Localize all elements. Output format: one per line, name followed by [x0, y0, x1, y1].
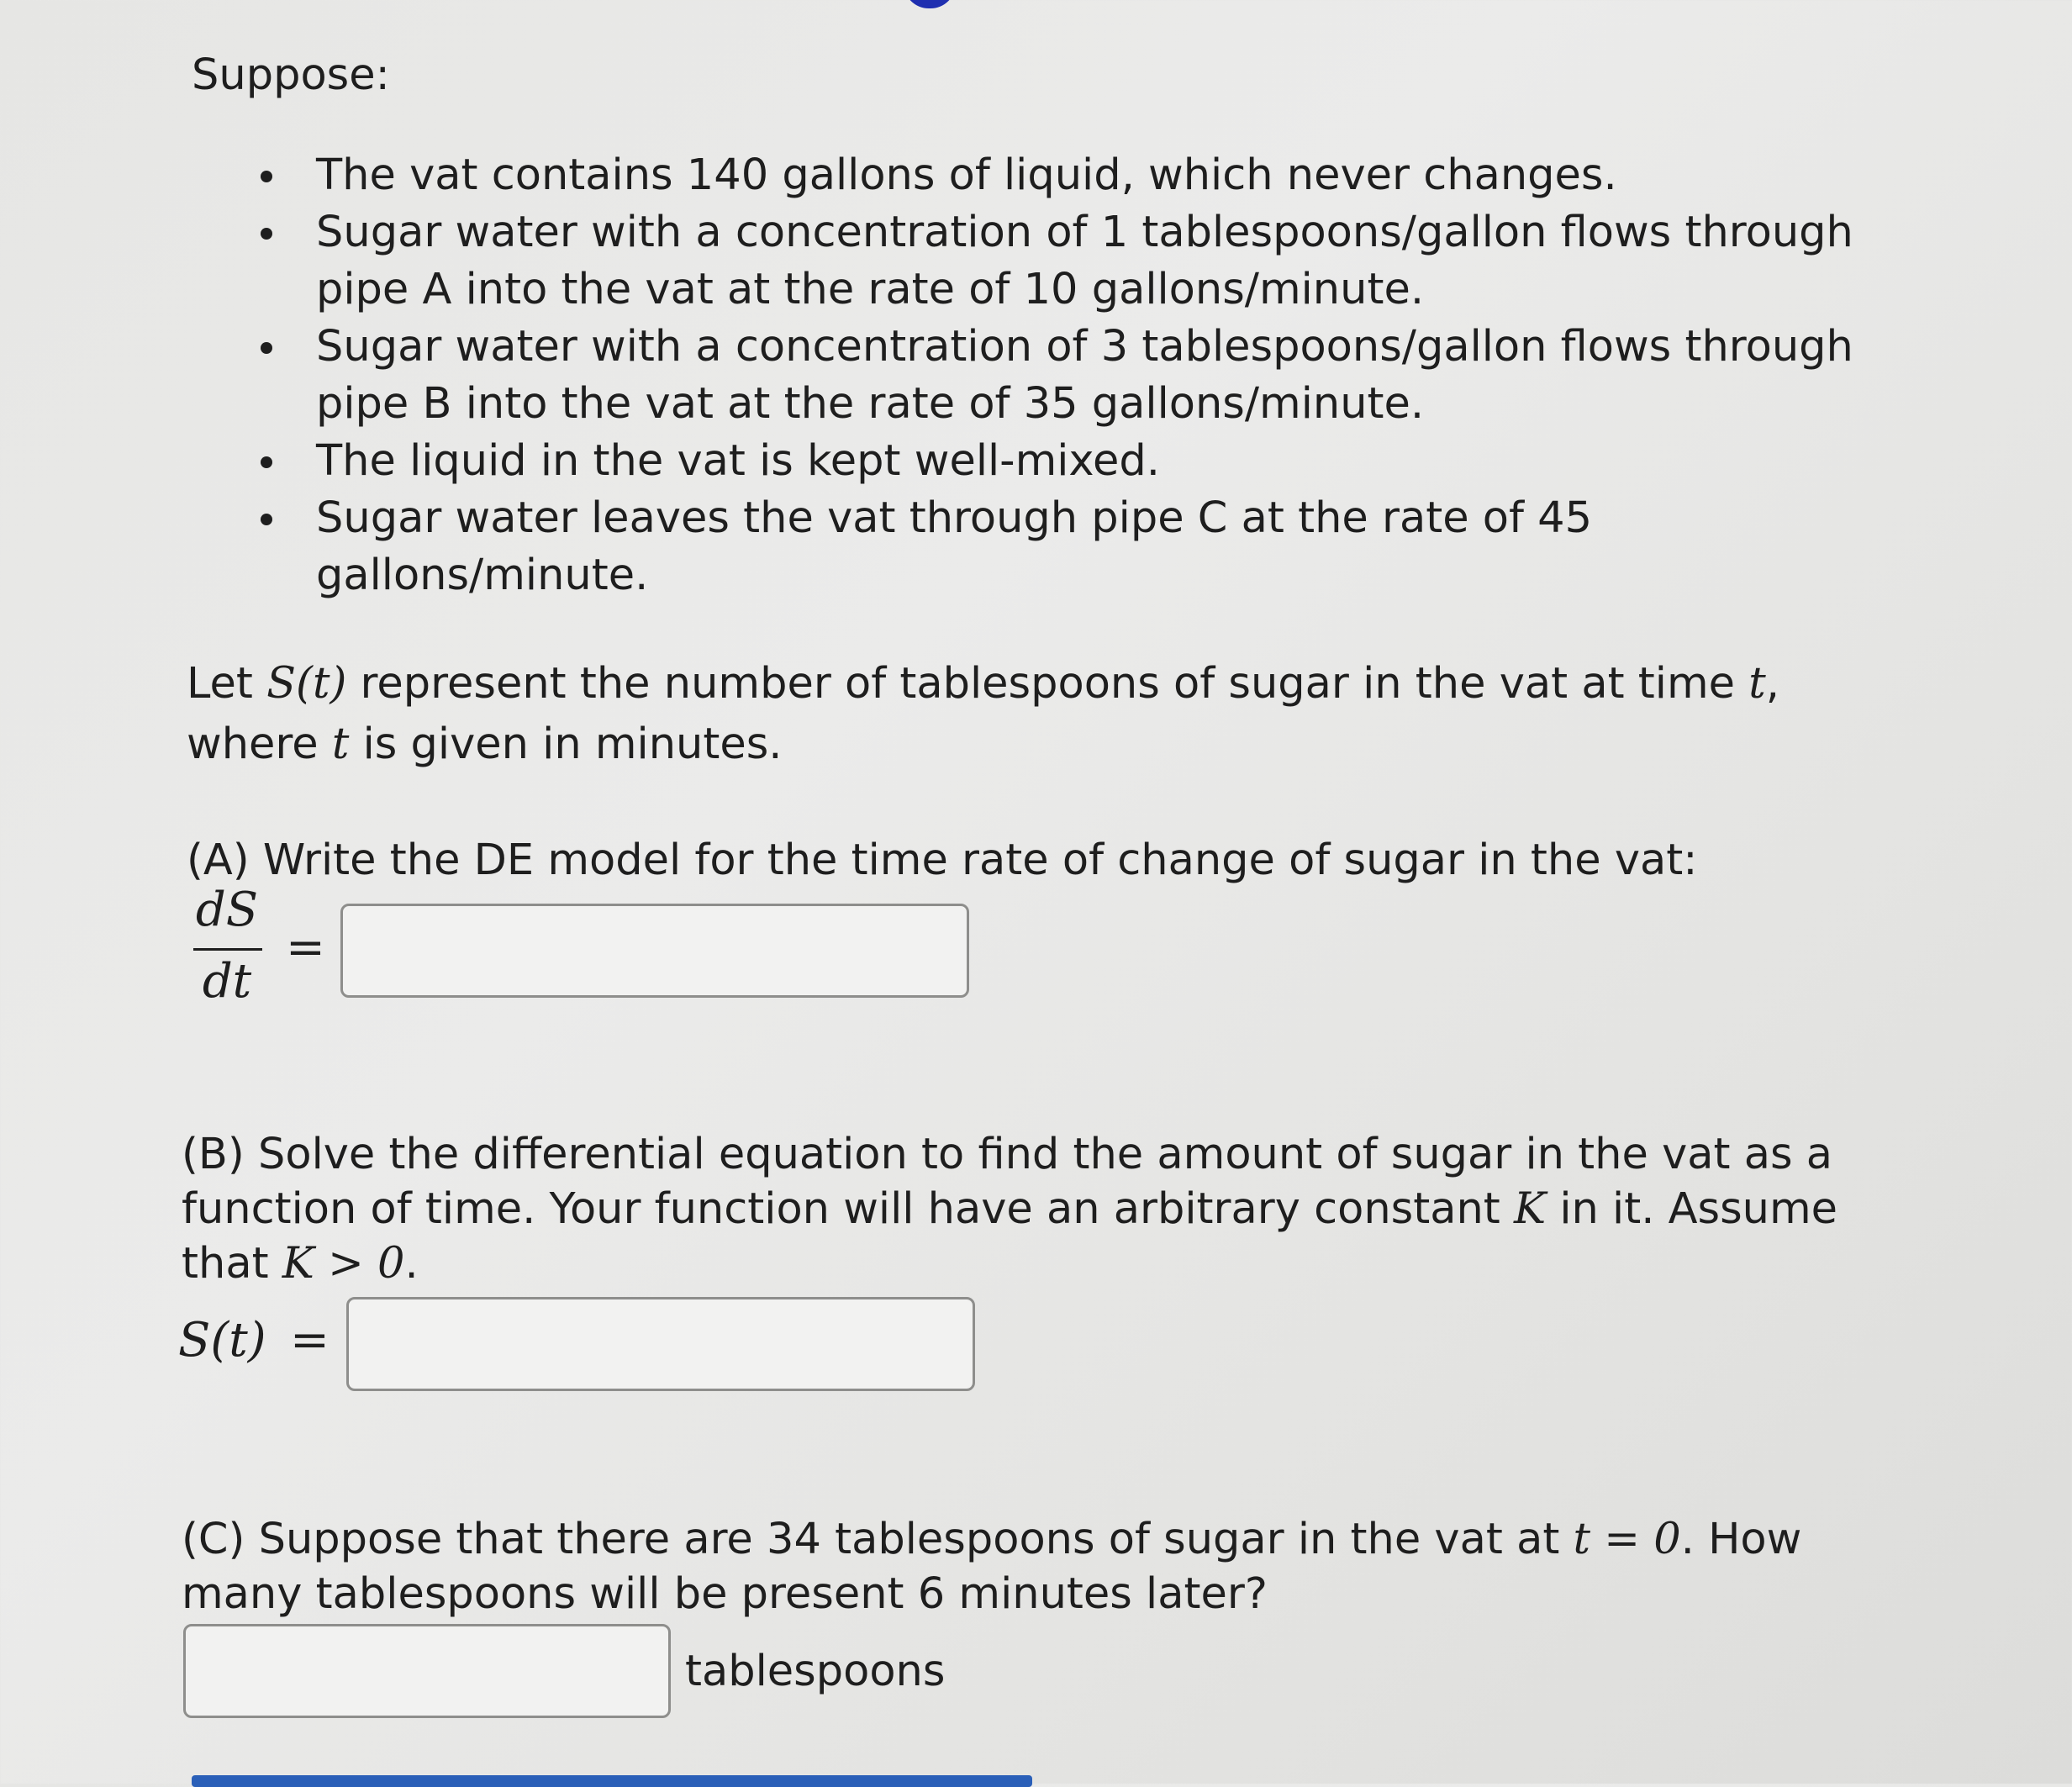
part-b-prompt-line-1: (B) Solve the differential equation to find the amount of sugar in the vat as a	[182, 1130, 1832, 1179]
part-b-prompt-line-2: function of time. Your function will have an arbitrary constant K in it. Assume	[182, 1184, 1838, 1234]
list-item: The liquid in the vat is kept well-mixed.	[261, 433, 1745, 490]
equals-sign: =	[290, 1313, 330, 1368]
list-item: Sugar water leaves the vat through pipe C at the rate of 45 gallons/minute.	[261, 490, 1627, 604]
s-of-t-input[interactable]	[346, 1297, 975, 1391]
definition-line-1: Let S(t) represent the number of tablespoons of sugar in the vat at time t,	[187, 659, 1779, 709]
k-condition: K > 0	[282, 1239, 405, 1289]
fraction-bar	[193, 948, 262, 951]
t-symbol: t	[1748, 659, 1766, 709]
fraction-numerator: dS	[195, 883, 259, 937]
list-item: Sugar water with a concentration of 3 tablespoons/gallon flows through pipe B into the vat at the rate of 35 gallons/minute.	[261, 319, 1880, 433]
t-symbol: t	[331, 720, 350, 769]
conditions-list	[261, 147, 1858, 604]
equals-sign: =	[286, 920, 325, 975]
s-of-t-label: S(t)	[178, 1313, 266, 1368]
definition-line-2: where t is given in minutes.	[187, 720, 783, 769]
part-b-prompt-line-3: that K > 0.	[182, 1239, 419, 1289]
tablespoons-unit-label: tablespoons	[685, 1647, 946, 1696]
part-c-prompt-line-2: many tablespoons will be present 6 minutes later?	[182, 1569, 1268, 1619]
de-model-input[interactable]	[340, 904, 969, 998]
k-symbol: K	[1514, 1184, 1547, 1234]
list-item: Sugar water with a concentration of 1 tablespoons/gallon flows through pipe A into the vat at the rate of 10 gallons/minute.	[261, 204, 1880, 319]
submit-button-edge[interactable]	[192, 1775, 1032, 1787]
part-c-prompt-line-1: (C) Suppose that there are 34 tablespoons of sugar in the vat at t = 0. How	[182, 1515, 1802, 1564]
top-indicator	[904, 0, 956, 8]
intro-title: Suppose:	[192, 50, 390, 100]
t-condition: t = 0	[1573, 1515, 1681, 1564]
s-of-t-symbol: S(t)	[266, 659, 347, 709]
list-item: The vat contains 140 gallons of liquid, which never changes.	[261, 147, 1745, 204]
part-a-prompt: (A) Write the DE model for the time rate of change of sugar in the vat:	[187, 836, 1698, 885]
fraction-denominator: dt	[202, 954, 252, 1009]
tablespoons-input[interactable]	[183, 1624, 671, 1718]
